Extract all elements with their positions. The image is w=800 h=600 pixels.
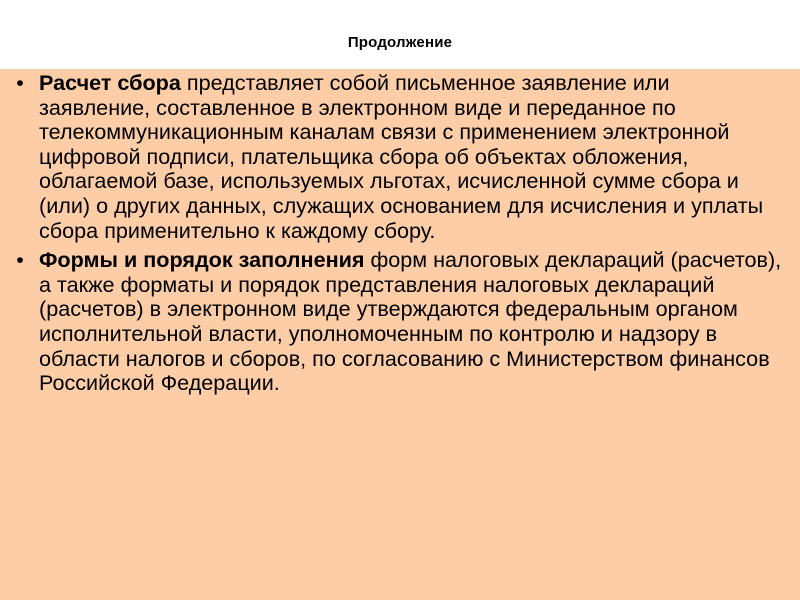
content-box [0, 69, 800, 600]
bullet-icon: • [16, 247, 24, 273]
slide-title: Продолжение [347, 34, 453, 51]
title-area [0, 0, 800, 70]
bullet-body-text: форм налоговых деклараций (расчетов), а также форматы и порядок представления налоговых деклараций (расчетов) в электронном виде утверждаются федеральным органом исполнительной власти, уполномоченным по контролю и надзору в области налогов и сборов, по согласованию с Министерством финансов Российской Федерации. [39, 247, 782, 396]
bullet-icon: • [16, 70, 24, 95]
bullet-lead-text: Формы и порядок заполнения [39, 247, 365, 273]
bullet-lead-text: Расчет сбора [39, 70, 181, 95]
bullet-item [12, 71, 784, 243]
bullet-item [12, 248, 784, 396]
bullet-body-text: представляет собой письменное заявление или заявление, составленное в электронном виде и переданное по телекоммуникационным каналам связи с применением электронной цифровой подписи, плательщика сбора об объектах обложения, облагаемой базе, используемых льготах, исчисленной сумме сбора и (или) о других данных, служащих основанием для исчисления и уплаты сбора применительно к каждому сбору. [39, 70, 764, 243]
bullet-list [12, 71, 784, 396]
